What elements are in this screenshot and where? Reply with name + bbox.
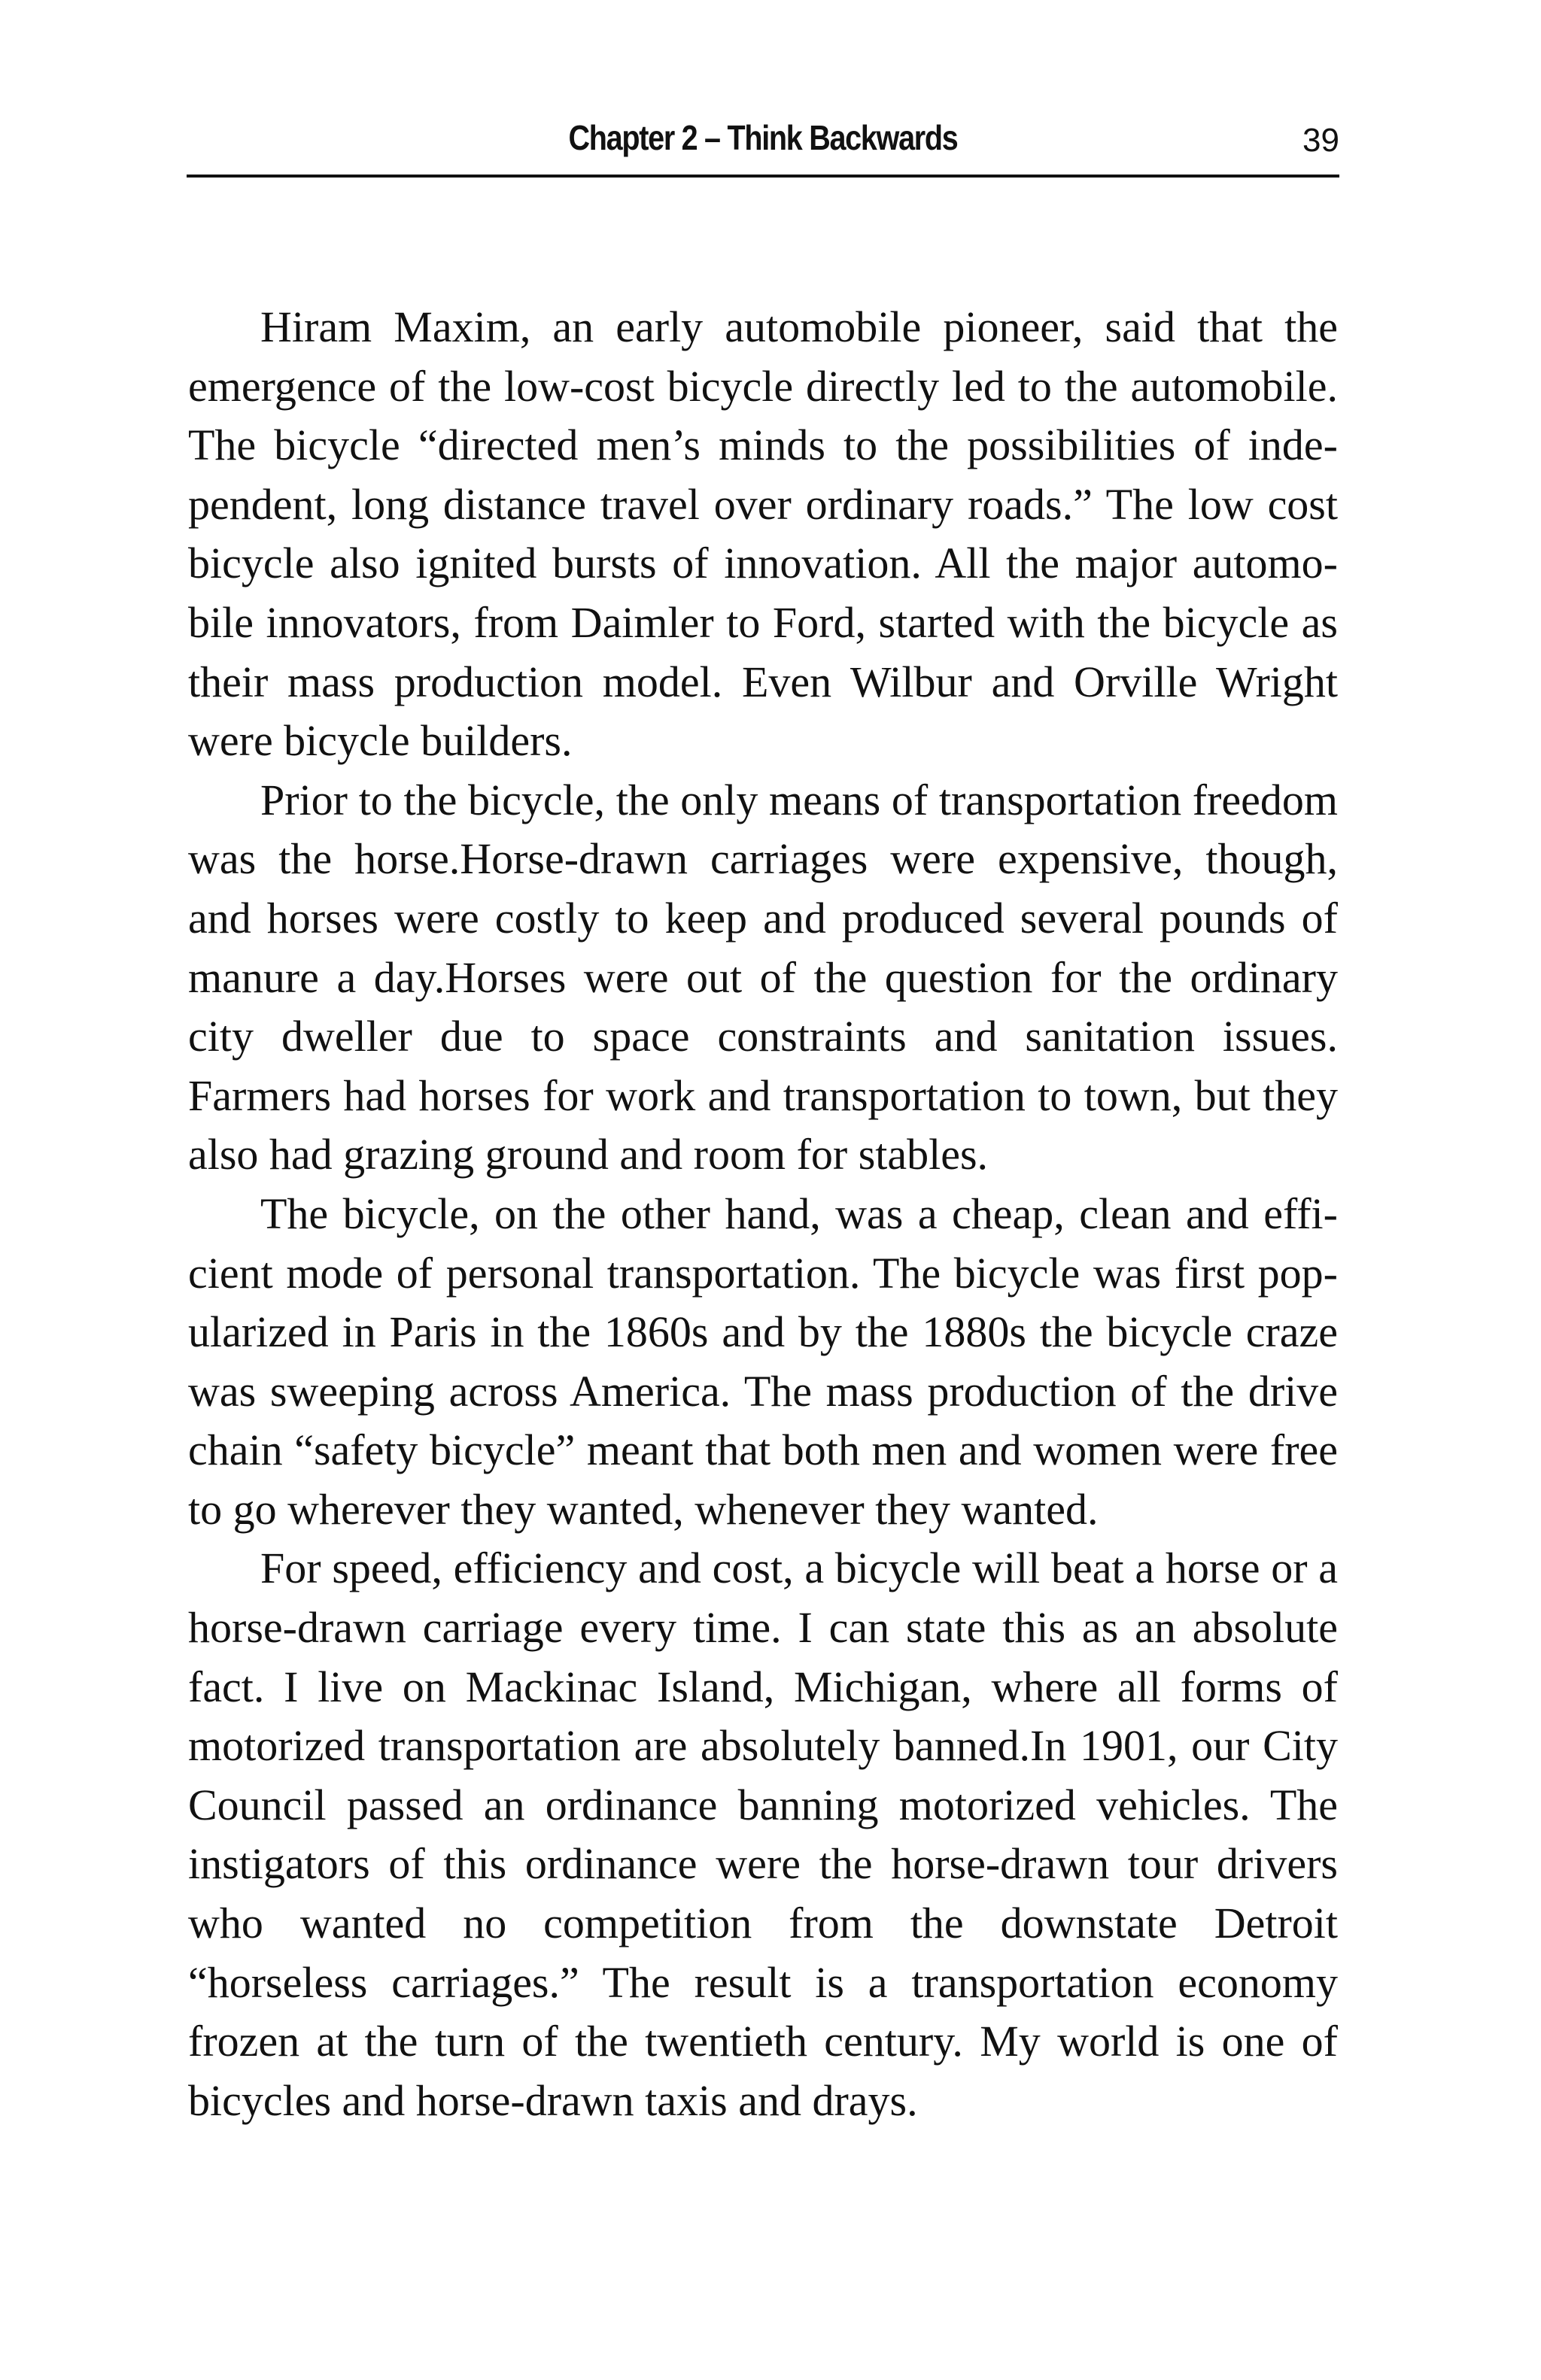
running-header bbox=[187, 113, 1339, 178]
page-number: 39 bbox=[1302, 122, 1339, 159]
paragraph-1: Hiram Maxim, an early automobile pioneer, said that the emergence of the low-cost bicycle directly led to the automobile. The bicycle “directed men’s minds to the possibilities of independent, long distance travel over ordinary roads.” The low cost bicycle also ignited bursts of innovation. All the major automobile innovators, from Daimler to Ford, started with the bicycle as their mass production model. Even Wilbur and Orville Wright were bicycle builders. bbox=[188, 302, 1338, 766]
paragraph-4: For speed, efficiency and cost, a bicycle will beat a horse or a horse-drawn carriage every time. I can state this as an absolute fact. I live on Mackinac Island, Michigan, where all forms of motorized transportation are absolutely banned.In 1901, our City Council passed an ordinance banning motorized vehicles. The instigators of this ordinance were the horse-drawn tour drivers who wanted no competition from the downstate Detroit “horseless carriages.” The result is a transportation economy frozen at the turn of the twentieth century. My world is one of bicycles and horse-drawn taxis and drays. bbox=[188, 1544, 1338, 2125]
body-text bbox=[188, 298, 1338, 2130]
paragraph-3: The bicycle, on the other hand, was a cheap, clean and efficient mode of personal transportation. The bicycle was first popularized in Paris in the 1860s and by the 1880s the bicycle craze was sweeping across America. The mass production of the drive chain “safety bicycle” meant that both men and women were free to go wherever they wanted, whenever they wanted. bbox=[188, 1188, 1338, 1534]
paragraph-2: Prior to the bicycle, the only means of transportation freedom was the horse.Horse-drawn carriages were expensive, though, and horses were costly to keep and produced several pounds of manure a day.Horses were out of the question for the ordinary city dweller due to space constraints and sanitation issues. Farmers had horses for work and transportation to town, but they also had grazing ground and room for stables. bbox=[188, 775, 1338, 1179]
chapter-title: Chapter 2 – Think Backwards bbox=[568, 118, 958, 157]
